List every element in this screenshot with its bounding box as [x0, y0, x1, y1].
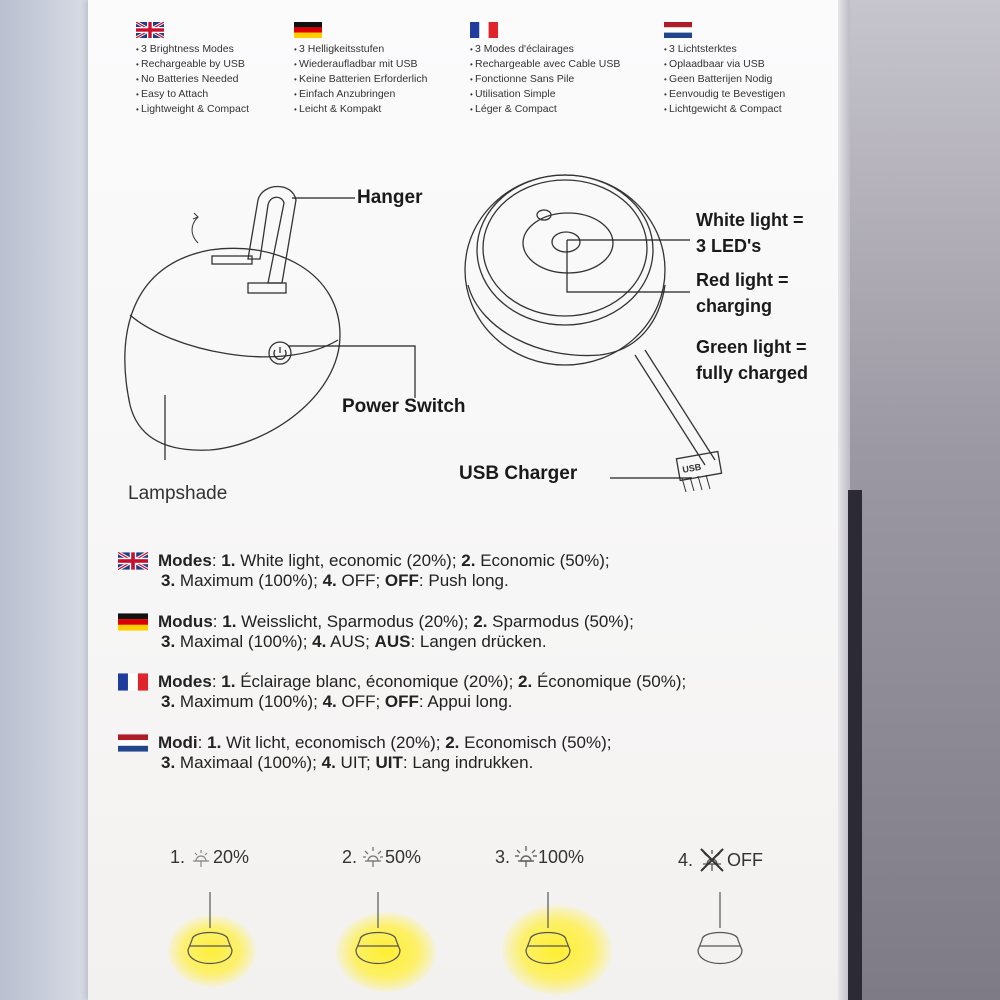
mode-number: 4. [321, 753, 336, 772]
modes-title: Modi [158, 733, 198, 752]
step-off [678, 845, 763, 875]
feature-item: • Wiederaufladbar mit USB [294, 57, 494, 72]
feature-item: • Utilisation Simple [470, 87, 670, 102]
medium-light-icon [361, 845, 385, 869]
mode-text: Maximum (100%); [175, 692, 323, 711]
power-switch-leader [288, 346, 415, 398]
red-light-label: Red light = [696, 270, 789, 290]
step-number: 3. [495, 846, 511, 867]
white-light-label: White light = [696, 210, 804, 230]
modes-german: Modus: 1. Weisslicht, Sparmodus (20%); 2. Sparmodus (50%); 3. Maximal (100%); 4. AUS; AUS: Langen drücken. [118, 612, 818, 652]
step-number: 4. [678, 849, 694, 870]
hanging-lamp-2 [356, 892, 400, 964]
step-100 [495, 845, 584, 869]
mode-text: Maximum (100%); [175, 571, 323, 590]
red-light-leader [567, 240, 690, 292]
feature-item: • 3 Brightness Modes [136, 42, 336, 57]
lampshade-label: Lampshade [128, 483, 228, 504]
mode-number: 3. [161, 692, 176, 711]
modes-title: Modes [158, 551, 212, 570]
mode-text: : Push long. [418, 571, 509, 590]
mode-number: 1. [222, 612, 237, 631]
modes-title: Modus [158, 612, 213, 631]
feature-item: • Leicht & Kompakt [294, 102, 494, 117]
off-keyword: OFF [384, 692, 419, 711]
feature-item: • Fonctionne Sans Pile [470, 72, 670, 87]
step-number: 1. [170, 846, 186, 867]
hanging-lamp-1 [188, 892, 232, 964]
mode-number: 3. [161, 571, 176, 590]
feature-item: • Oplaadbaar via USB [664, 57, 864, 72]
feature-item: • Rechargeable avec Cable USB [470, 57, 670, 72]
off-keyword: AUS [374, 632, 411, 651]
green-light-value: fully charged [696, 363, 809, 383]
mode-number: 2. [445, 733, 460, 752]
light-off-icon [697, 845, 727, 875]
step-label: 20% [213, 846, 250, 867]
step-label: 100% [538, 846, 585, 867]
modes-french: Modes: 1. Éclairage blanc, économique (20%); 2. Économique (50%); 3. Maximum (100%); 4. OFF; OFF: Appui long. [118, 672, 818, 712]
step-20 [170, 845, 249, 869]
feature-item: • Léger & Compact [470, 102, 670, 117]
feature-item: • 3 Lichtsterktes [664, 42, 864, 57]
bright-light-icon [514, 845, 538, 869]
step-label: OFF [727, 849, 764, 870]
modes-dutch: Modi: 1. Wit licht, economisch (20%); 2. Economisch (50%); 3. Maximaal (100%); 4. UIT; UIT: Lang indrukken. [118, 733, 818, 773]
feature-item: • Rechargeable by USB [136, 57, 336, 72]
mode-number: 4. [322, 692, 337, 711]
step-50 [342, 845, 421, 869]
feature-item: • 3 Modes d'éclairages [470, 42, 670, 57]
mode-number: 1. [221, 672, 236, 691]
feature-item: • Keine Batterien Erforderlich [294, 72, 494, 87]
feature-item: • No Batteries Needed [136, 72, 336, 87]
mode-text: Weisslicht, Sparmodus (20%); [236, 612, 474, 631]
step-label: 50% [385, 846, 422, 867]
mode-number: 2. [518, 672, 533, 691]
hanging-lamp-3 [526, 892, 570, 964]
modes-english: Modes: 1. White light, economic (20%); 2. Economic (50%); 3. Maximum (100%); 4. OFF; OFF: Push long. [118, 551, 818, 591]
power-switch-label: Power Switch [342, 396, 466, 417]
mode-number: 3. [161, 632, 176, 651]
hanger-label: Hanger [357, 187, 423, 208]
mode-text: OFF; [336, 692, 385, 711]
feature-item: • 3 Helligkeitsstufen [294, 42, 494, 57]
dim-light-icon [189, 845, 213, 869]
usb-charger-label: USB Charger [459, 463, 578, 484]
feature-item: • Lightweight & Compact [136, 102, 336, 117]
mode-text: : Lang indrukken. [402, 753, 534, 772]
mode-text: : Langen drücken. [410, 632, 547, 651]
hanging-lamps [0, 880, 1000, 1000]
mode-text: : Appui long. [418, 692, 513, 711]
mode-text: Éclairage blanc, économique (20%); [235, 672, 519, 691]
mode-text: Economic (50%); [475, 551, 610, 570]
mode-number: 3. [161, 753, 176, 772]
mode-text: Sparmodus (50%); [487, 612, 634, 631]
feature-item: • Einfach Anzubringen [294, 87, 494, 102]
mode-text: Économique (50%); [532, 672, 687, 691]
feature-item: • Easy to Attach [136, 87, 336, 102]
mode-text: AUS; [326, 632, 375, 651]
mode-text: OFF; [336, 571, 385, 590]
france-flag-icon [118, 673, 148, 691]
feature-item: • Lichtgewicht & Compact [664, 102, 864, 117]
mode-text: Maximaal (100%); [175, 753, 322, 772]
usb-plug-label: USB [681, 461, 703, 475]
feature-item: • Geen Batterijen Nodig [664, 72, 864, 87]
netherlands-flag-icon [118, 734, 148, 752]
mode-number: 1. [207, 733, 222, 752]
mode-text: Maximal (100%); [175, 632, 313, 651]
mode-number: 4. [322, 571, 337, 590]
mode-text: UIT; [335, 753, 376, 772]
modes-title: Modes [158, 672, 212, 691]
white-light-value: 3 LED's [696, 236, 762, 256]
mode-number: 4. [312, 632, 327, 651]
mode-text: White light, economic (20%); [235, 551, 462, 570]
off-keyword: OFF [384, 571, 419, 590]
mode-text: Wit licht, economisch (20%); [221, 733, 446, 752]
step-number: 2. [342, 846, 358, 867]
mode-number: 2. [473, 612, 488, 631]
hanging-lamp-4 [698, 892, 742, 964]
red-light-value: charging [696, 296, 773, 316]
germany-flag-icon [118, 613, 148, 631]
mode-number: 2. [461, 551, 476, 570]
off-keyword: UIT [375, 753, 403, 772]
green-light-label: Green light = [696, 337, 807, 357]
feature-item: • Eenvoudig te Bevestigen [664, 87, 864, 102]
mode-text: Economisch (50%); [459, 733, 612, 752]
uk-flag-icon [118, 552, 148, 570]
mode-number: 1. [221, 551, 236, 570]
